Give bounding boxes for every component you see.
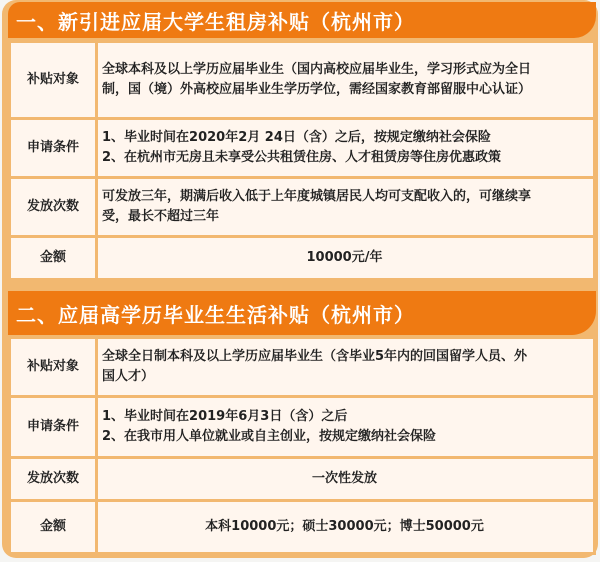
text-line: 2、在我市用人单位就业或自主创业，按规定缴纳社会保险 <box>102 429 437 444</box>
row-label-times: 发放次数 <box>11 459 95 499</box>
row-value-target <box>98 339 593 395</box>
table-row <box>11 179 593 235</box>
table-row <box>11 43 593 117</box>
row-label-target: 补贴对象 <box>11 339 95 395</box>
text-line: 可发放三年，期满后收入低于上年度城镇居民人均可支配收入的，可继续享 <box>102 189 532 204</box>
row-value-conditions <box>98 120 593 176</box>
section2-title: 二、应届高学历毕业生生活补贴（杭州市） <box>16 302 415 327</box>
row-label-amount: 金额 <box>11 238 95 278</box>
row-value-target <box>98 43 593 117</box>
row-label-conditions: 申请条件 <box>11 120 95 176</box>
row-label-target: 补贴对象 <box>11 43 95 117</box>
row-value-amount: 本科10000元；硕士30000元；博士50000元 <box>98 502 593 552</box>
text-line: 全球全日制本科及以上学历应届毕业生（含毕业5年内的回国留学人员、外 <box>102 349 528 364</box>
text-line: 2、在杭州市无房且未享受公共租赁住房、人才租赁房等住房优惠政策 <box>102 150 502 165</box>
text-line: 制，国（境）外高校应届毕业生学历学位，需经国家教育部留服中心认证） <box>102 82 532 97</box>
subsidy-card <box>2 0 598 558</box>
table-row <box>11 502 593 552</box>
row-label-times: 发放次数 <box>11 179 95 235</box>
table-row <box>11 120 593 176</box>
row-label-conditions: 申请条件 <box>11 398 95 456</box>
table-row <box>11 339 593 395</box>
table-row <box>11 398 593 456</box>
row-value-conditions <box>98 398 593 456</box>
row-label-amount: 金额 <box>11 502 95 552</box>
text-line: 国人才） <box>102 369 155 384</box>
text-line: 全球本科及以上学历应届毕业生（国内高校应届毕业生，学习形式应为全日 <box>102 62 532 77</box>
section2-table <box>8 336 596 555</box>
row-value-times: 一次性发放 <box>98 459 593 499</box>
section1-table <box>8 40 596 281</box>
row-value-amount: 10000元/年 <box>98 238 593 278</box>
section1-header <box>8 2 596 38</box>
section1-title: 一、新引进应届大学生租房补贴（杭州市） <box>16 9 415 34</box>
text-line: 受，最长不超过三年 <box>102 209 220 224</box>
table-row <box>11 238 593 278</box>
text-line: 1、毕业时间在2019年6月3日（含）之后 <box>102 409 348 424</box>
text-line: 1、毕业时间在2020年2月 24日（含）之后，按规定缴纳社会保险 <box>102 130 491 145</box>
row-value-times <box>98 179 593 235</box>
table-row <box>11 459 593 499</box>
section2-header <box>8 291 596 335</box>
